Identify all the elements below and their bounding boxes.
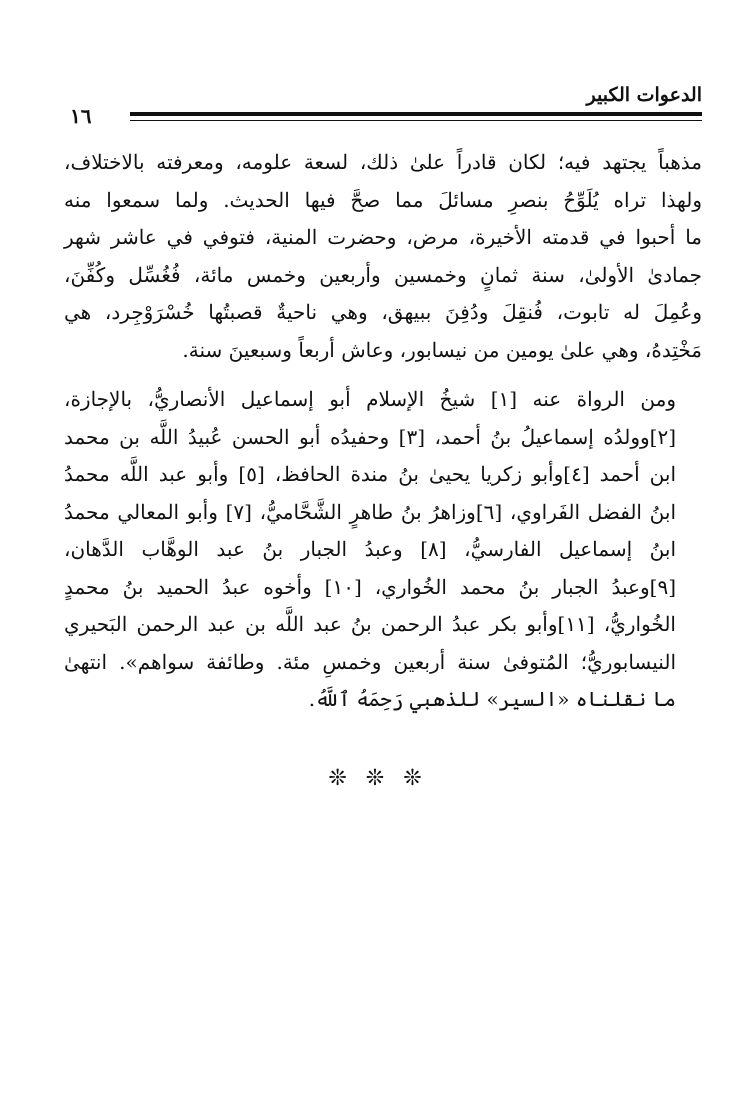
text-line: ما أحبوا في قدمته الأخيرة، مرض، وحضرت المنية، فتوفي في عاشر شهر xyxy=(64,225,702,249)
text-line: مذهباً يجتهد فيه؛ لكان قادراً علىٰ ذلك، لسعة علومه، ومعرفته بالاختلاف، xyxy=(64,150,702,174)
header-rule-thin xyxy=(130,120,702,121)
text-line: ولهذا تراه يُلَوِّحُ بنصرِ مسائلَ مما صحَّ فيها الحديث. ولما سمعوا منه xyxy=(64,187,702,212)
body-text xyxy=(64,144,702,719)
text-line: وعُمِلَ له تابوت، فُنقِلَ ودُفِنَ ببيهق، وهي ناحيةٌ قصبتُها خُسْرَوْجِرد، هي xyxy=(64,300,702,324)
text-line: ابنُ الفضل الفَراوي، [٦]وزاهرُ بنُ طاهرٍ الشَّحَّاميُّ، [٧] وأبو المعالي محمدُ xyxy=(64,499,676,524)
text-line: ومن الرواة عنه [١] شيخُ الإسلام أبو إسماعيل الأنصاريُّ، بالإجازة، xyxy=(64,387,676,411)
text-line: ابنُ إسماعيل الفارسيُّ، [٨] وعبدُ الجبار بنُ عبد الوهَّاب الدَّهان، xyxy=(64,537,676,561)
text-line: جمادىٰ الأولىٰ، سنة ثمانٍ وخمسين وأربعين وخمس مائة، فُغُسِّل وكُفِّنَ، xyxy=(64,262,702,287)
text-line: النيسابوريُّ؛ المُتوفىٰ سنة أربعين وخمسِ مئة. وطائفة سواهم». انتهىٰ xyxy=(64,649,676,674)
page-header xyxy=(62,84,702,128)
text-line: الخُواريُّ، [١١]وأبو بكر عبدُ الرحمن بنُ عبد اللَّه بن عبد الرحمن البَحيري xyxy=(64,612,676,636)
text-line: مَخْتِدهُ، وهي علىٰ يومين من نيسابور، وعاش أربعاً وسبعينَ سنة. xyxy=(182,337,702,362)
text-line: ما نقلناه «السير» للذهبي رَحِمَهُ ٱللَّهُ. xyxy=(308,687,676,711)
text-line: [٢]وولدُه إسماعيلُ بنُ أحمد، [٣] وحفيدُه أبو الحسن عُبيدُ اللَّه بن محمد xyxy=(64,424,677,449)
header-rule-thick xyxy=(130,112,702,116)
running-title: الدعوات الكبير xyxy=(586,84,702,106)
page-number: ١٦ xyxy=(70,104,92,128)
text-line: ابن أحمد [٤]وأبو زكريا يحيىٰ بنُ مندة الحافظ، [٥] وأبو عبد اللَّه محمدُ xyxy=(64,462,676,486)
paragraph xyxy=(64,381,702,719)
paragraph xyxy=(64,144,702,369)
text-line: [٩]وعبدُ الجبار بنُ محمد الخُواري، [١٠] وأخوه عبدُ الحميد بنُ محمدٍ xyxy=(64,574,676,599)
section-separator: ❊ ❊ ❊ xyxy=(328,766,428,791)
